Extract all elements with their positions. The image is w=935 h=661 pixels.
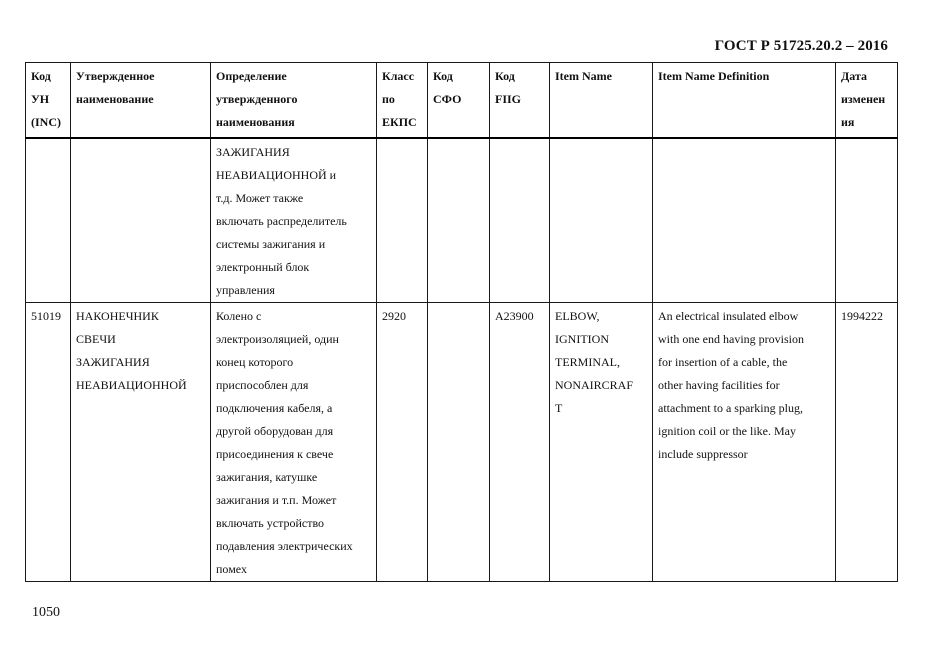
column-header-approved-name: Утвержденное наименование [71,63,211,139]
column-header-class: Класс по ЕКПС [377,63,428,139]
cell-approved-name: НАКОНЕЧНИК СВЕЧИ ЗАЖИГАНИЯ НЕАВИАЦИОННОЙ [71,303,211,582]
cell-approved-name [71,138,211,303]
cell-inc: 51019 [26,303,71,582]
column-header-fiig: Код FIIG [490,63,550,139]
cell-sfo [428,303,490,582]
column-header-sfo: Код СФО [428,63,490,139]
column-header-change-date: Дата изменен ия [836,63,898,139]
page-number: 1050 [32,605,60,620]
column-header-definition: Определение утвержденного наименования [211,63,377,139]
cell-class [377,138,428,303]
cell-item-name: ELBOW, IGNITION TERMINAL, NONAIRCRAF T [550,303,653,582]
cell-sfo [428,138,490,303]
cell-class: 2920 [377,303,428,582]
column-header-inc: Код УН (INC) [26,63,71,139]
cell-item-name [550,138,653,303]
catalog-table [25,62,898,582]
table-header-row [26,63,898,139]
cell-change-date [836,138,898,303]
cell-definition: Колено с электроизоляцией, один конец которого приспособлен для подключения кабеля, а другой оборудован для присоединения к свече зажигания, катушке зажигания и т.п. Может включать устройство подавления электрических помех [211,303,377,582]
cell-inc [26,138,71,303]
cell-definition: ЗАЖИГАНИЯ НЕАВИАЦИОННОЙ и т.д. Может также включать распределитель системы зажигания и электронный блок управления [211,138,377,303]
cell-item-name-definition: An electrical insulated elbow with one end having provision for insertion of a cable, the other having facilities for attachment to a sparking plug, ignition coil or the like. May include suppressor [653,303,836,582]
cell-fiig [490,138,550,303]
cell-change-date: 1994222 [836,303,898,582]
document-standard-title: ГОСТ Р 51725.20.2 – 2016 [714,38,888,54]
column-header-item-name-definition: Item Name Definition [653,63,836,139]
table-row [26,303,898,582]
column-header-item-name: Item Name [550,63,653,139]
cell-item-name-definition [653,138,836,303]
table-row [26,138,898,303]
cell-fiig: A23900 [490,303,550,582]
